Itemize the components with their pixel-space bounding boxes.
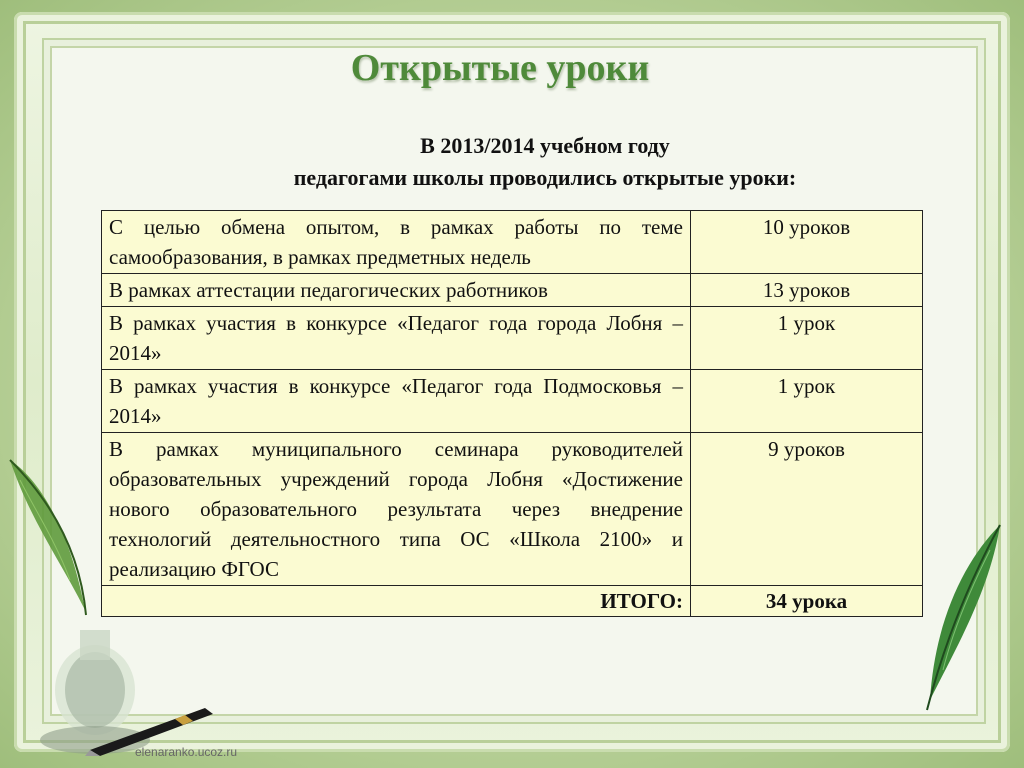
table-row (102, 370, 923, 433)
subtitle-line-2: педагогами школы проводились открытые уроки: (293, 165, 797, 190)
table-row (102, 433, 923, 586)
row-count: 13 уроков (691, 274, 923, 307)
row-count: 9 уроков (691, 433, 923, 586)
slide-title: Открытые уроки (350, 47, 650, 89)
row-description: В рамках муниципального семинара руководителей образовательных учреждений города Лобня «Достижение нового образовательного результата через внедрение технологий деятельностного типа ОС «Школа 2100» и реализацию ФГОС (102, 433, 691, 586)
open-lessons-table (101, 210, 923, 617)
subtitle-line-1: В 2013/2014 учебном году (420, 133, 670, 158)
row-description: В рамках аттестации педагогических работников (102, 274, 691, 307)
row-description: В рамках участия в конкурсе «Педагог года Подмосковья – 2014» (102, 370, 691, 433)
row-description: В рамках участия в конкурсе «Педагог года города Лобня – 2014» (102, 307, 691, 370)
row-count: 1 урок (691, 307, 923, 370)
slide-subtitle (0, 130, 1024, 194)
row-description: С целью обмена опытом, в рамках работы по теме самообразования, в рамках предметных недель (102, 211, 691, 274)
table-row (102, 307, 923, 370)
table-row (102, 274, 923, 307)
table-row (102, 211, 923, 274)
row-count: 10 уроков (691, 211, 923, 274)
total-value: 34 урока (691, 586, 923, 617)
row-count: 1 урок (691, 370, 923, 433)
watermark-text: elenaranko.ucoz.ru (135, 745, 238, 759)
total-label: ИТОГО: (102, 586, 691, 617)
table-total-row (102, 586, 923, 617)
